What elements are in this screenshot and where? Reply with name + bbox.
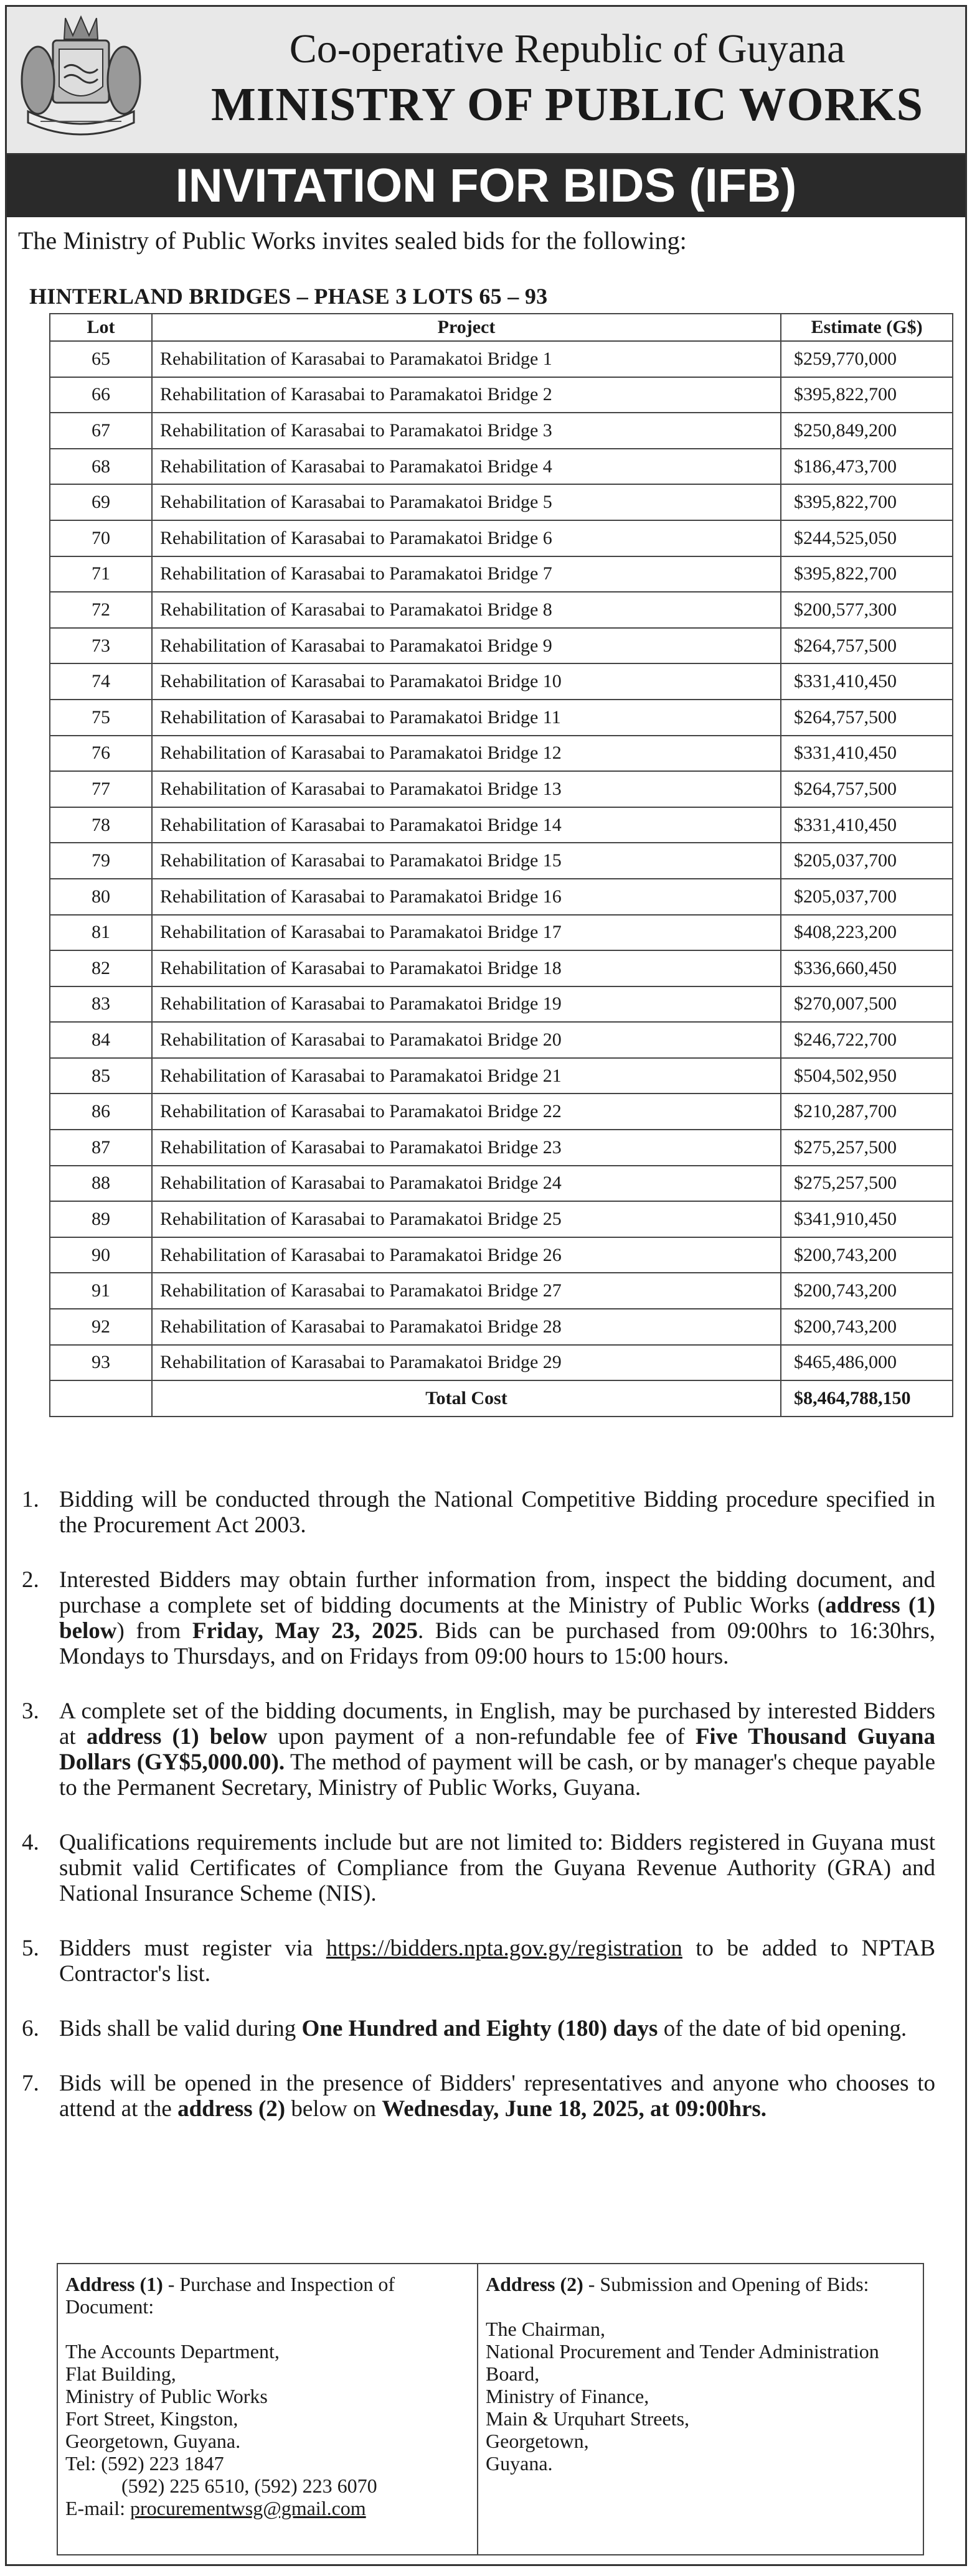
cell-lot: 88: [50, 1166, 152, 1202]
cell-estimate: $331,410,450: [781, 663, 953, 700]
cell-lot: 79: [50, 843, 152, 879]
cell-estimate: $186,473,700: [781, 449, 953, 485]
clause-text: Bidders must register via: [59, 1935, 326, 1961]
cell-project: Rehabilitation of Karasabai to Paramakatoi Bridge 11: [152, 700, 781, 736]
guyana-coat-of-arms-icon: [16, 12, 146, 148]
cell-lot: 90: [50, 1237, 152, 1273]
address-1-line: Fort Street, Kingston,: [65, 2407, 238, 2430]
cell-lot: 65: [50, 341, 152, 377]
clause-text: to be added to NPTAB Contractor's list.: [59, 1935, 935, 1987]
total-row: [50, 1380, 953, 1417]
cell-estimate: $205,037,700: [781, 879, 953, 915]
cell-lot: 77: [50, 771, 152, 807]
address-1-heading-rest: - Purchase and Inspection of Document:: [65, 2273, 395, 2318]
clause-text: Qualifications requirements include but are not limited to: Bidders registered in Guyana must submit valid Certificates of Compliance from the Guyana Revenue Authority (GRA) and National Insurance Scheme (NIS).: [59, 1829, 935, 1906]
address-2-line: Main & Urquhart Streets,: [486, 2407, 690, 2430]
cell-project: Rehabilitation of Karasabai to Paramakatoi Bridge 18: [152, 950, 781, 986]
cell-project: Rehabilitation of Karasabai to Paramakatoi Bridge 20: [152, 1022, 781, 1058]
cell-project: Rehabilitation of Karasabai to Paramakatoi Bridge 22: [152, 1094, 781, 1130]
cell-lot: 89: [50, 1201, 152, 1237]
cell-project: Rehabilitation of Karasabai to Paramakatoi Bridge 8: [152, 592, 781, 628]
cell-lot: 74: [50, 663, 152, 700]
table-row: [50, 1345, 953, 1381]
cell-lot: 72: [50, 592, 152, 628]
cell-project: Rehabilitation of Karasabai to Paramakatoi Bridge 25: [152, 1201, 781, 1237]
address-1-line: Ministry of Public Works: [65, 2385, 268, 2407]
email-label: E-mail:: [65, 2497, 130, 2519]
cell-lot: 83: [50, 986, 152, 1023]
table-header-row: [50, 314, 953, 341]
cell-estimate: $331,410,450: [781, 807, 953, 843]
clause-list: [7, 1487, 965, 2122]
address-2-line: Georgetown,: [486, 2430, 589, 2452]
cell-estimate: $205,037,700: [781, 843, 953, 879]
address-1-line: Flat Building,: [65, 2363, 176, 2385]
cell-estimate: $395,822,700: [781, 556, 953, 592]
address-1-line: Georgetown, Guyana.: [65, 2430, 241, 2452]
clause-number: 3.: [22, 1698, 39, 1724]
cell-estimate: $246,722,700: [781, 1022, 953, 1058]
clause-number: 5.: [22, 1935, 39, 1961]
cell-project: Rehabilitation of Karasabai to Paramakatoi Bridge 16: [152, 879, 781, 915]
column-header-project: Project: [152, 314, 781, 341]
clause-number: 6.: [22, 2015, 39, 2041]
ministry-name: MINISTRY OF PUBLIC WORKS: [211, 78, 923, 131]
cell-project: Rehabilitation of Karasabai to Paramakatoi Bridge 26: [152, 1237, 781, 1273]
clause-item: [22, 1487, 935, 1538]
clause-item: [22, 1567, 935, 1669]
total-label: Total Cost: [152, 1380, 781, 1417]
clause-text-bold: address (1) below: [86, 1723, 268, 1749]
address-2-line: Ministry of Finance,: [486, 2385, 649, 2407]
table-row: [50, 1273, 953, 1309]
address-2-line: Guyana.: [486, 2452, 553, 2475]
clause-number: 4.: [22, 1829, 39, 1855]
registration-link[interactable]: https://bidders.npta.gov.gy/registration: [326, 1935, 682, 1961]
cell-estimate: $200,577,300: [781, 592, 953, 628]
address-1-line: Tel: (592) 223 1847: [65, 2452, 224, 2475]
cell-estimate: $395,822,700: [781, 484, 953, 520]
cell-project: Rehabilitation of Karasabai to Paramakatoi Bridge 10: [152, 663, 781, 700]
email-link[interactable]: procurementwsg@gmail.com: [130, 2497, 366, 2519]
table-row: [50, 950, 953, 986]
table-row: [50, 1094, 953, 1130]
cell-lot: 93: [50, 1345, 152, 1381]
cell-lot: 75: [50, 700, 152, 736]
cell-project: Rehabilitation of Karasabai to Paramakatoi Bridge 9: [152, 628, 781, 664]
clause-text-bold: address (1) below: [59, 1592, 935, 1644]
total-blank-cell: [50, 1380, 152, 1417]
cell-project: Rehabilitation of Karasabai to Paramakatoi Bridge 23: [152, 1130, 781, 1166]
cell-lot: 69: [50, 484, 152, 520]
table-row: [50, 807, 953, 843]
cell-lot: 86: [50, 1094, 152, 1130]
table-row: [50, 1201, 953, 1237]
cell-lot: 92: [50, 1309, 152, 1345]
cell-lot: 81: [50, 915, 152, 951]
clause-text: A complete set of the bidding documents, in English, may be purchased by interested Bidders at: [59, 1698, 935, 1749]
clause-text: of the date of bid opening.: [658, 2015, 907, 2041]
cell-project: Rehabilitation of Karasabai to Paramakatoi Bridge 28: [152, 1309, 781, 1345]
cell-estimate: $244,525,050: [781, 520, 953, 556]
cell-estimate: $275,257,500: [781, 1130, 953, 1166]
clause-number: 2.: [22, 1567, 39, 1593]
table-row: [50, 1022, 953, 1058]
clause-text-bold: Wednesday, June 18, 2025, at 09:00hrs.: [382, 2096, 767, 2122]
table-row: [50, 1237, 953, 1273]
cell-project: Rehabilitation of Karasabai to Paramakatoi Bridge 29: [152, 1345, 781, 1381]
clause-item: [22, 2071, 935, 2122]
cell-project: Rehabilitation of Karasabai to Paramakatoi Bridge 15: [152, 843, 781, 879]
address-1-column: [58, 2264, 478, 2554]
table-row: [50, 413, 953, 449]
cell-project: Rehabilitation of Karasabai to Paramakatoi Bridge 27: [152, 1273, 781, 1309]
cell-project: Rehabilitation of Karasabai to Paramakatoi Bridge 6: [152, 520, 781, 556]
cell-estimate: $200,743,200: [781, 1309, 953, 1345]
clause-text: Interested Bidders may obtain further information from, inspect the bidding document, and purchase a complete set of bidding documents at the Ministry of Public Works (: [59, 1567, 935, 1618]
cell-project: Rehabilitation of Karasabai to Paramakatoi Bridge 5: [152, 484, 781, 520]
address-2-heading-rest: - Submission and Opening of Bids:: [583, 2273, 869, 2295]
clause-number: 1.: [22, 1486, 39, 1512]
clause-item: [22, 1698, 935, 1801]
page-title: INVITATION FOR BIDS (IFB): [7, 155, 965, 217]
table-row: [50, 986, 953, 1023]
intro-text: The Ministry of Public Works invites sealed bids for the following:: [18, 227, 687, 255]
country-name: Co-operative Republic of Guyana: [289, 26, 846, 72]
column-header-lot: Lot: [50, 314, 152, 341]
table-row: [50, 879, 953, 915]
address-2-column: [478, 2264, 923, 2554]
cell-estimate: $395,822,700: [781, 377, 953, 413]
cell-project: Rehabilitation of Karasabai to Paramakatoi Bridge 1: [152, 341, 781, 377]
cell-estimate: $250,849,200: [781, 413, 953, 449]
cell-project: Rehabilitation of Karasabai to Paramakatoi Bridge 19: [152, 986, 781, 1023]
clause-text: below on: [285, 2096, 382, 2122]
cell-estimate: $408,223,200: [781, 915, 953, 951]
cell-project: Rehabilitation of Karasabai to Paramakatoi Bridge 3: [152, 413, 781, 449]
cell-project: Rehabilitation of Karasabai to Paramakatoi Bridge 4: [152, 449, 781, 485]
table-row: [50, 736, 953, 772]
cell-lot: 78: [50, 807, 152, 843]
address-1-line: The Accounts Department,: [65, 2340, 280, 2363]
estimates-table: [49, 313, 953, 1417]
address-1-heading: [65, 2273, 469, 2318]
clause-text: ) from: [116, 1618, 192, 1644]
address-2-heading: [486, 2273, 915, 2295]
address-1-heading-bold: Address (1): [65, 2273, 163, 2295]
clause-item: [22, 2016, 935, 2041]
cell-project: Rehabilitation of Karasabai to Paramakatoi Bridge 7: [152, 556, 781, 592]
clause-number: 7.: [22, 2070, 39, 2096]
table-row: [50, 1130, 953, 1166]
cell-lot: 85: [50, 1058, 152, 1094]
cell-lot: 66: [50, 377, 152, 413]
clause-text: The method of payment will be cash, or by manager's cheque payable to the Permanent Secretary, Ministry of Public Works, Guyana.: [59, 1749, 935, 1801]
cell-estimate: $270,007,500: [781, 986, 953, 1023]
total-value: $8,464,788,150: [781, 1380, 953, 1417]
table-row: [50, 628, 953, 664]
column-header-estimate: Estimate (G$): [781, 314, 953, 341]
address-2-heading-bold: Address (2): [486, 2273, 583, 2295]
clause-item: [22, 1936, 935, 1987]
clause-text: Bids will be opened in the presence of Bidders' representatives and anyone who chooses to attend at the: [59, 2070, 935, 2122]
address-1-email-line: [65, 2497, 469, 2519]
cell-estimate: $264,757,500: [781, 628, 953, 664]
cell-project: Rehabilitation of Karasabai to Paramakatoi Bridge 24: [152, 1166, 781, 1202]
table-row: [50, 1166, 953, 1202]
table-row: [50, 771, 953, 807]
table-row: [50, 843, 953, 879]
clause-text-bold: One Hundred and Eighty (180) days: [301, 2015, 658, 2041]
cell-lot: 68: [50, 449, 152, 485]
cell-lot: 76: [50, 736, 152, 772]
cell-project: Rehabilitation of Karasabai to Paramakatoi Bridge 12: [152, 736, 781, 772]
cell-estimate: $200,743,200: [781, 1273, 953, 1309]
cell-project: Rehabilitation of Karasabai to Paramakatoi Bridge 17: [152, 915, 781, 951]
cell-project: Rehabilitation of Karasabai to Paramakatoi Bridge 21: [152, 1058, 781, 1094]
cell-estimate: $504,502,950: [781, 1058, 953, 1094]
header: [7, 7, 965, 155]
table-body: [50, 341, 953, 1380]
table-row: [50, 915, 953, 951]
document-page: [5, 5, 967, 2566]
cell-estimate: $259,770,000: [781, 341, 953, 377]
table-row: [50, 592, 953, 628]
clause-text: upon payment of a non-refundable fee of: [267, 1723, 696, 1749]
cell-estimate: $200,743,200: [781, 1237, 953, 1273]
clause-text: Bids shall be valid during: [59, 2015, 302, 2041]
table-row: [50, 663, 953, 700]
cell-lot: 73: [50, 628, 152, 664]
cell-project: Rehabilitation of Karasabai to Paramakatoi Bridge 2: [152, 377, 781, 413]
table-row: [50, 700, 953, 736]
table-row: [50, 341, 953, 377]
address-2-line: National Procurement and Tender Administration Board,: [486, 2340, 879, 2385]
cell-lot: 91: [50, 1273, 152, 1309]
cell-project: Rehabilitation of Karasabai to Paramakatoi Bridge 14: [152, 807, 781, 843]
cell-lot: 70: [50, 520, 152, 556]
clause-text: Bidding will be conducted through the National Competitive Bidding procedure specified in the Procurement Act 2003.: [59, 1486, 935, 1538]
clause-text-bold: Friday, May 23, 2025: [192, 1618, 418, 1644]
table-row: [50, 1058, 953, 1094]
cell-estimate: $210,287,700: [781, 1094, 953, 1130]
table-row: [50, 1309, 953, 1345]
table-row: [50, 449, 953, 485]
cell-lot: 71: [50, 556, 152, 592]
cell-project: Rehabilitation of Karasabai to Paramakatoi Bridge 13: [152, 771, 781, 807]
cell-lot: 87: [50, 1130, 152, 1166]
cell-estimate: $336,660,450: [781, 950, 953, 986]
clause-text-bold: address (2): [177, 2096, 286, 2122]
table-row: [50, 520, 953, 556]
address-2-line: The Chairman,: [486, 2318, 605, 2340]
cell-lot: 84: [50, 1022, 152, 1058]
cell-lot: 82: [50, 950, 152, 986]
cell-lot: 80: [50, 879, 152, 915]
cell-estimate: $331,410,450: [781, 736, 953, 772]
clause-text-bold: Five Thousand Guyana Dollars (GY$5,000.00).: [59, 1723, 936, 1775]
clause-item: [22, 1830, 935, 1906]
address-box: [57, 2263, 924, 2555]
table-row: [50, 377, 953, 413]
cell-lot: 67: [50, 413, 152, 449]
cell-estimate: $264,757,500: [781, 771, 953, 807]
address-1-tel-continued: (592) 225 6510, (592) 223 6070: [121, 2475, 377, 2497]
table-title: HINTERLAND BRIDGES – PHASE 3 LOTS 65 – 93: [29, 284, 548, 309]
cell-estimate: $275,257,500: [781, 1166, 953, 1202]
cell-estimate: $465,486,000: [781, 1345, 953, 1381]
table-row: [50, 484, 953, 520]
cell-estimate: $264,757,500: [781, 700, 953, 736]
table-row: [50, 556, 953, 592]
cell-estimate: $341,910,450: [781, 1201, 953, 1237]
clause-text: . Bids can be purchased from 09:00hrs to 16:30hrs, Mondays to Thursdays, and on Fridays from 09:00 hours to 15:00 hours.: [59, 1618, 935, 1669]
